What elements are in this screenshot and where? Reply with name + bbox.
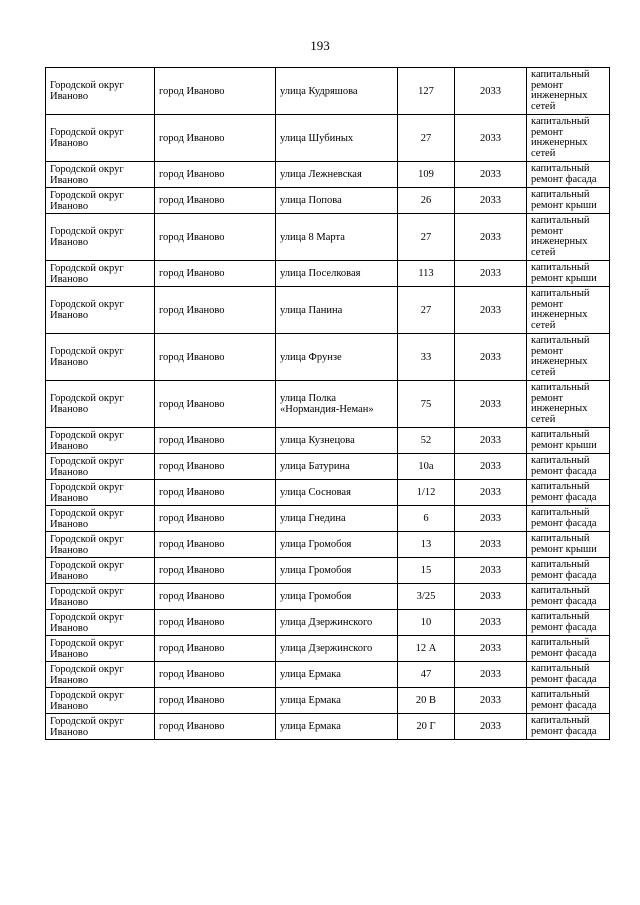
year-cell: 2033 [455,506,527,532]
table-row [46,610,610,636]
district-cell: Городской округ Иваново [46,610,155,636]
street-cell: улица Ермака [276,662,398,688]
table-row [46,506,610,532]
work-type-cell: капитальный ремонт фасада [527,480,610,506]
street-cell: улица Попова [276,188,398,214]
house-number-cell: 27 [398,287,455,334]
table-row [46,428,610,454]
house-number-cell: 6 [398,506,455,532]
work-type-cell: капитальный ремонт фасада [527,584,610,610]
year-cell: 2033 [455,162,527,188]
work-type-cell: капитальный ремонт фасада [527,454,610,480]
table-body [46,68,610,740]
work-type-cell: капитальный ремонт фасада [527,162,610,188]
street-cell: улица Громобоя [276,558,398,584]
table-row [46,480,610,506]
work-type-cell: капитальный ремонт фасада [527,610,610,636]
street-cell: улица Громобоя [276,532,398,558]
year-cell: 2033 [455,115,527,162]
year-cell: 2033 [455,214,527,261]
house-number-cell: 20 В [398,688,455,714]
city-cell: город Иваново [155,68,276,115]
district-cell: Городской округ Иваново [46,428,155,454]
city-cell: город Иваново [155,480,276,506]
district-cell: Городской округ Иваново [46,261,155,287]
year-cell: 2033 [455,610,527,636]
work-type-cell: капитальный ремонт инженерных сетей [527,115,610,162]
district-cell: Городской округ Иваново [46,188,155,214]
house-number-cell: 3/25 [398,584,455,610]
house-number-cell: 12 А [398,636,455,662]
city-cell: город Иваново [155,334,276,381]
street-cell: улица 8 Марта [276,214,398,261]
district-cell: Городской округ Иваново [46,480,155,506]
house-number-cell: 27 [398,214,455,261]
street-cell: улица Кудряшова [276,68,398,115]
district-cell: Городской округ Иваново [46,381,155,428]
district-cell: Городской округ Иваново [46,162,155,188]
table-row [46,532,610,558]
city-cell: город Иваново [155,636,276,662]
work-type-cell: капитальный ремонт фасада [527,558,610,584]
table-row [46,584,610,610]
year-cell: 2033 [455,68,527,115]
house-number-cell: 33 [398,334,455,381]
house-number-cell: 27 [398,115,455,162]
work-type-cell: капитальный ремонт фасада [527,506,610,532]
house-number-cell: 15 [398,558,455,584]
table-row [46,688,610,714]
city-cell: город Иваново [155,454,276,480]
year-cell: 2033 [455,261,527,287]
work-type-cell: капитальный ремонт крыши [527,261,610,287]
house-number-cell: 109 [398,162,455,188]
house-number-cell: 10а [398,454,455,480]
district-cell: Городской округ Иваново [46,334,155,381]
city-cell: город Иваново [155,428,276,454]
city-cell: город Иваново [155,558,276,584]
year-cell: 2033 [455,558,527,584]
street-cell: улица Батурина [276,454,398,480]
year-cell: 2033 [455,428,527,454]
house-number-cell: 1/12 [398,480,455,506]
city-cell: город Иваново [155,162,276,188]
house-number-cell: 113 [398,261,455,287]
street-cell: улица Полка «Нормандия-Неман» [276,381,398,428]
table-row [46,188,610,214]
house-number-cell: 26 [398,188,455,214]
street-cell: улица Дзержинского [276,610,398,636]
district-cell: Городской округ Иваново [46,584,155,610]
city-cell: город Иваново [155,714,276,740]
year-cell: 2033 [455,714,527,740]
street-cell: улица Фрунзе [276,334,398,381]
city-cell: город Иваново [155,261,276,287]
year-cell: 2033 [455,636,527,662]
street-cell: улица Дзержинского [276,636,398,662]
year-cell: 2033 [455,688,527,714]
district-cell: Городской округ Иваново [46,506,155,532]
city-cell: город Иваново [155,188,276,214]
house-number-cell: 20 Г [398,714,455,740]
district-cell: Городской округ Иваново [46,454,155,480]
district-cell: Городской округ Иваново [46,68,155,115]
table-row [46,558,610,584]
city-cell: город Иваново [155,287,276,334]
street-cell: улица Шубиных [276,115,398,162]
table-row [46,714,610,740]
work-type-cell: капитальный ремонт крыши [527,188,610,214]
table-row [46,214,610,261]
district-cell: Городской округ Иваново [46,636,155,662]
table-row [46,287,610,334]
city-cell: город Иваново [155,214,276,261]
city-cell: город Иваново [155,688,276,714]
street-cell: улица Громобоя [276,584,398,610]
district-cell: Городской округ Иваново [46,558,155,584]
table-row [46,68,610,115]
street-cell: улица Гнедина [276,506,398,532]
year-cell: 2033 [455,188,527,214]
table-row [46,261,610,287]
table-row [46,636,610,662]
house-number-cell: 13 [398,532,455,558]
work-type-cell: капитальный ремонт инженерных сетей [527,287,610,334]
year-cell: 2033 [455,480,527,506]
work-type-cell: капитальный ремонт инженерных сетей [527,381,610,428]
district-cell: Городской округ Иваново [46,532,155,558]
house-number-cell: 75 [398,381,455,428]
house-number-cell: 10 [398,610,455,636]
district-cell: Городской округ Иваново [46,287,155,334]
city-cell: город Иваново [155,584,276,610]
street-cell: улица Лежневская [276,162,398,188]
street-cell: улица Ермака [276,714,398,740]
year-cell: 2033 [455,584,527,610]
work-type-cell: капитальный ремонт инженерных сетей [527,214,610,261]
house-number-cell: 127 [398,68,455,115]
year-cell: 2033 [455,662,527,688]
work-type-cell: капитальный ремонт фасада [527,714,610,740]
repair-registry-table [45,67,610,740]
city-cell: город Иваново [155,506,276,532]
work-type-cell: капитальный ремонт фасада [527,636,610,662]
city-cell: город Иваново [155,662,276,688]
year-cell: 2033 [455,532,527,558]
city-cell: город Иваново [155,381,276,428]
work-type-cell: капитальный ремонт инженерных сетей [527,68,610,115]
district-cell: Городской округ Иваново [46,662,155,688]
house-number-cell: 47 [398,662,455,688]
street-cell: улица Кузнецова [276,428,398,454]
year-cell: 2033 [455,287,527,334]
district-cell: Городской округ Иваново [46,714,155,740]
street-cell: улица Панина [276,287,398,334]
table-row [46,381,610,428]
year-cell: 2033 [455,334,527,381]
street-cell: улица Сосновая [276,480,398,506]
city-cell: город Иваново [155,610,276,636]
work-type-cell: капитальный ремонт фасада [527,688,610,714]
city-cell: город Иваново [155,115,276,162]
work-type-cell: капитальный ремонт крыши [527,532,610,558]
district-cell: Городской округ Иваново [46,214,155,261]
street-cell: улица Поселковая [276,261,398,287]
district-cell: Городской округ Иваново [46,115,155,162]
work-type-cell: капитальный ремонт фасада [527,662,610,688]
year-cell: 2033 [455,381,527,428]
page-number: 193 [310,38,330,53]
year-cell: 2033 [455,454,527,480]
street-cell: улица Ермака [276,688,398,714]
work-type-cell: капитальный ремонт крыши [527,428,610,454]
work-type-cell: капитальный ремонт инженерных сетей [527,334,610,381]
table-row [46,115,610,162]
table-row [46,454,610,480]
house-number-cell: 52 [398,428,455,454]
city-cell: город Иваново [155,532,276,558]
table-row [46,162,610,188]
table-row [46,334,610,381]
table-row [46,662,610,688]
district-cell: Городской округ Иваново [46,688,155,714]
